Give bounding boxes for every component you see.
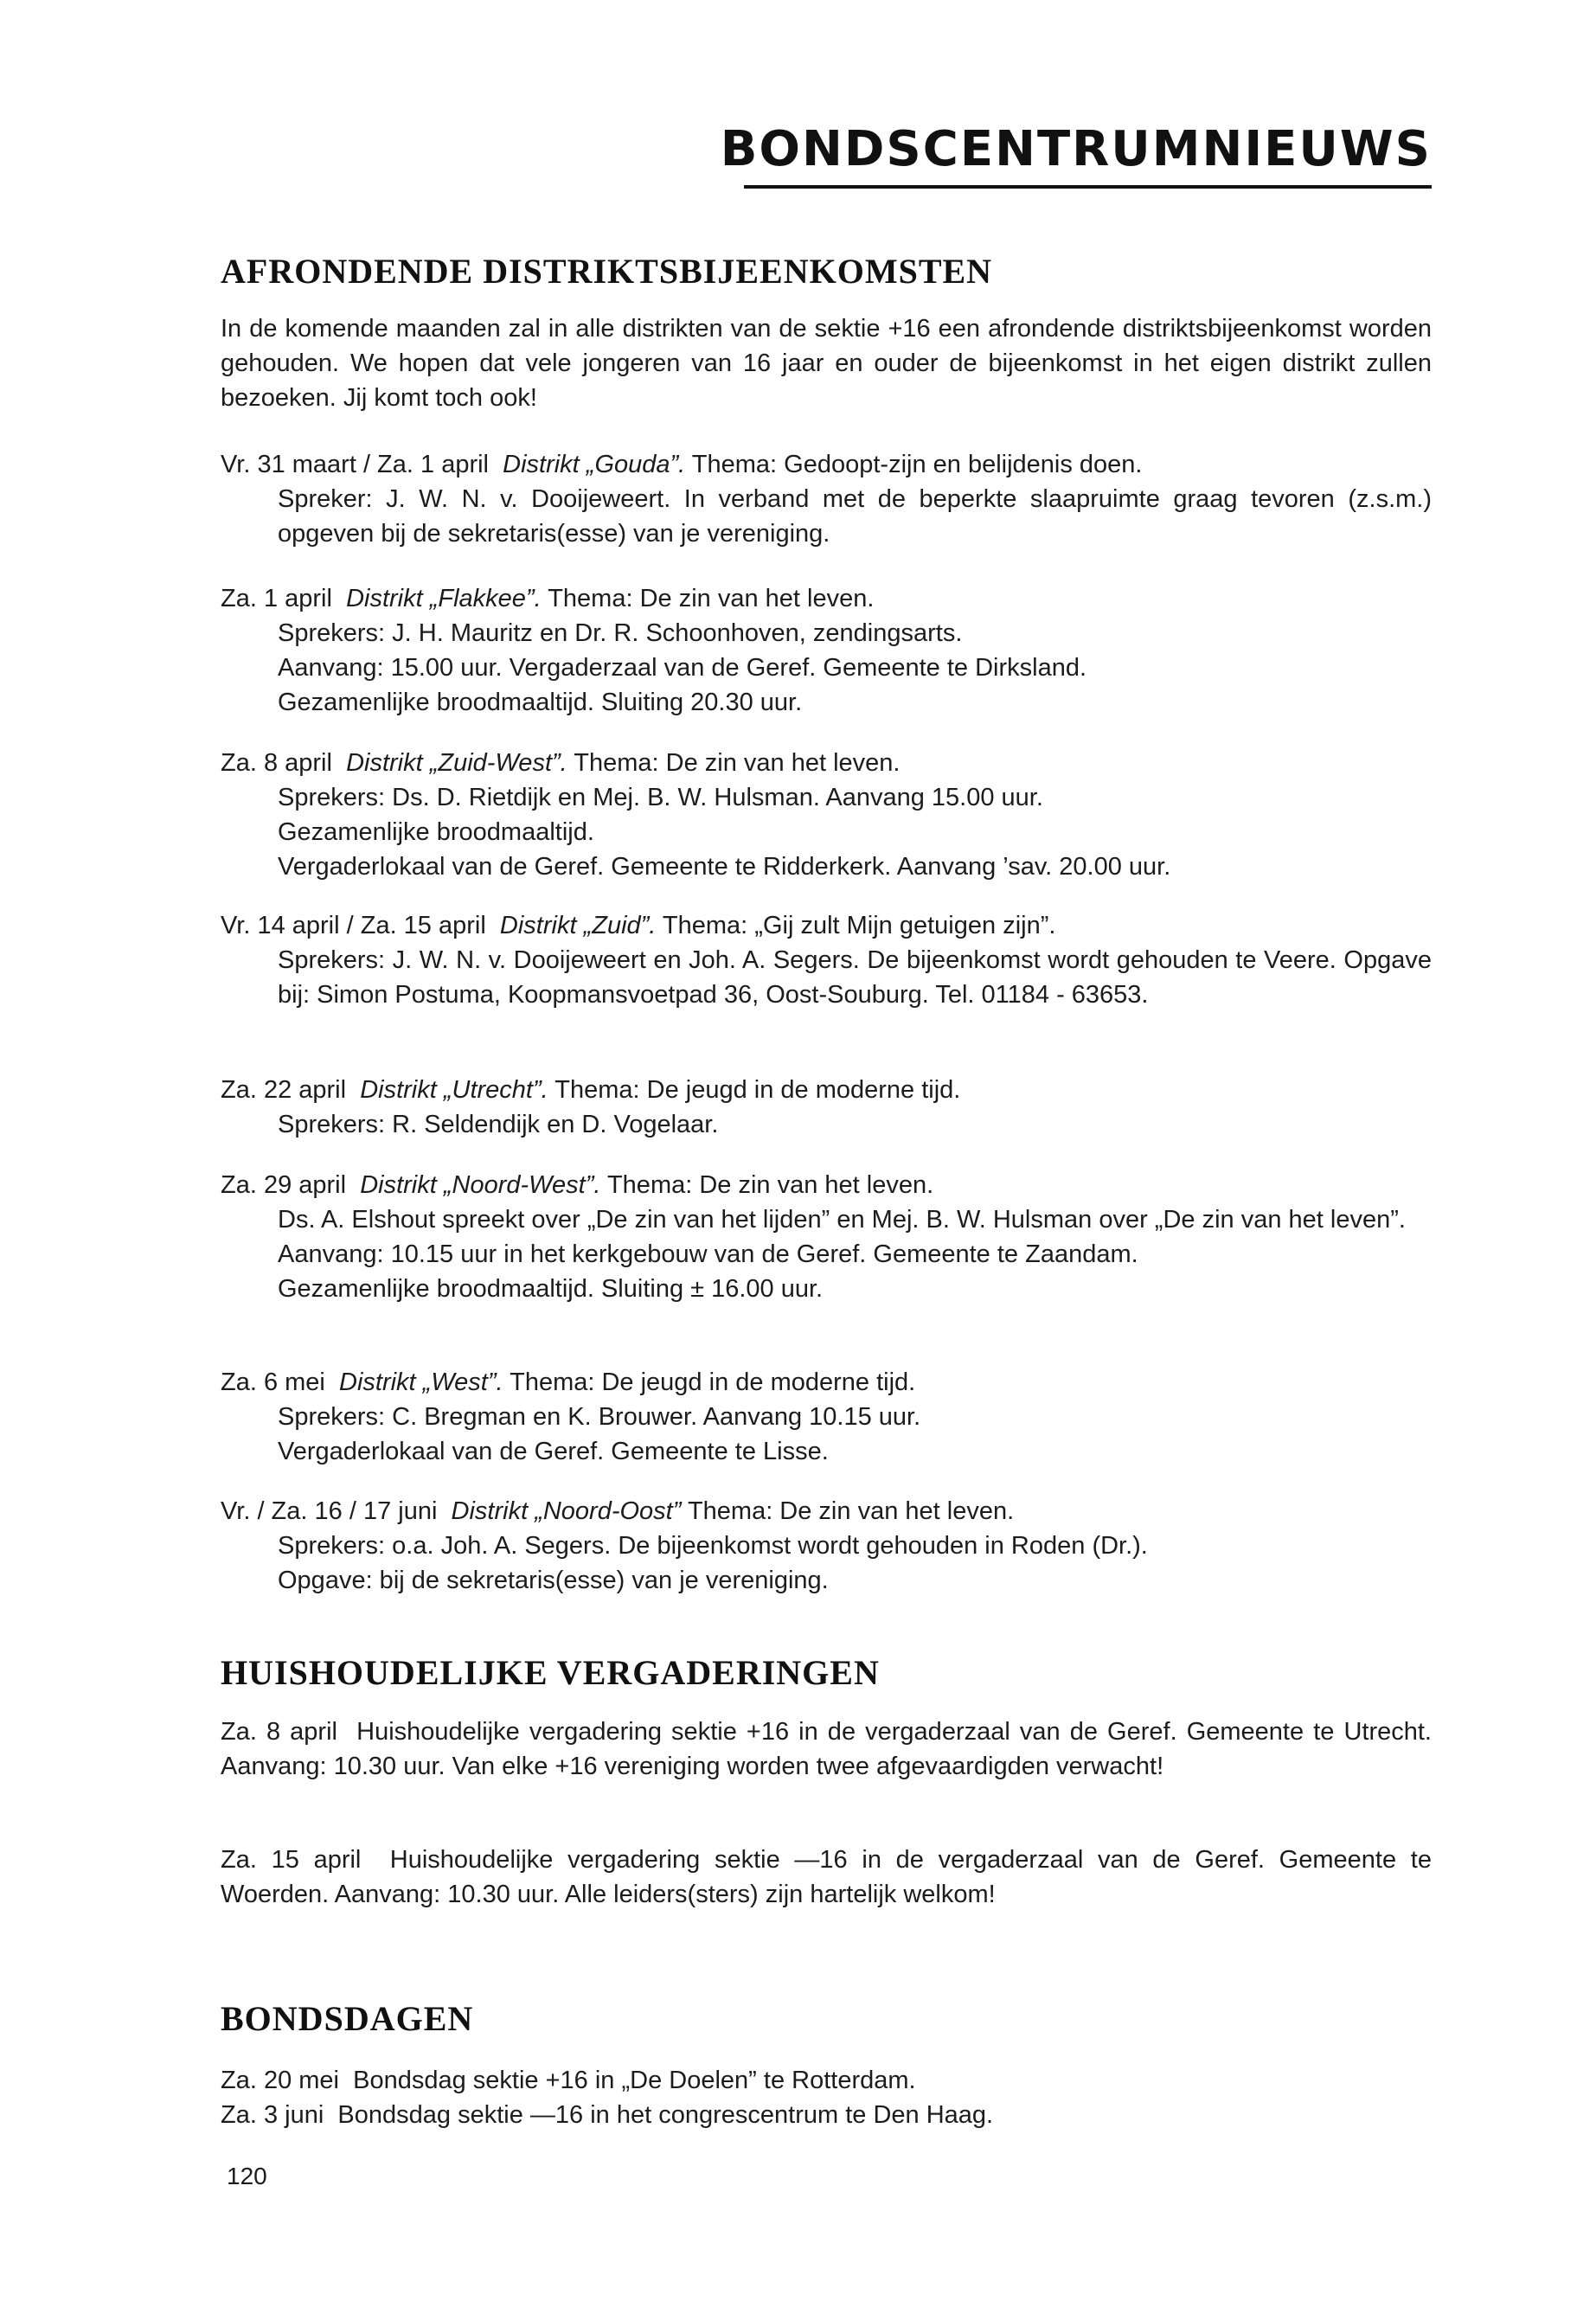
event-district: Distrikt „West”. <box>339 1368 503 1396</box>
event-zuid <box>221 908 1432 1012</box>
event-detail: Gezamenlijke broodmaaltijd. <box>278 818 594 846</box>
event-district: Distrikt „Zuid”. <box>499 912 657 939</box>
event-theme: Thema: De zin van het leven. <box>574 749 901 777</box>
event-detail: Sprekers: C. Bregman en K. Brouwer. Aanvang 10.15 uur. <box>278 1403 921 1431</box>
intro-paragraph: In de komende maanden zal in alle distrikten van de sektie +16 een afrondende distriktsbijeenkomst worden gehouden. We hopen dat vele jongeren van 16 jaar en ouder de bijeenkomst in het eigen distrikt zullen bezoeken. Jij komt toch ook! <box>221 315 1432 412</box>
event-flakkee <box>221 581 1432 720</box>
event-detail: Ds. A. Elshout spreekt over „De zin van het lijden” en Mej. B. W. Hulsman over „De zin van het leven”. <box>278 1206 1406 1234</box>
event-detail: Aanvang: 15.00 uur. Vergaderzaal van de Geref. Gemeente te Dirksland. <box>278 654 1087 682</box>
bondsdag-item <box>221 2063 1432 2132</box>
event-theme: Thema: De zin van het leven. <box>548 585 875 612</box>
bondsdag-date: Za. 3 juni <box>221 2101 324 2129</box>
event-date: Za. 22 april <box>221 1076 347 1104</box>
event-detail: Vergaderlokaal van de Geref. Gemeente te Lisse. <box>278 1438 829 1465</box>
event-gouda <box>221 447 1432 551</box>
event-detail: Aanvang: 10.15 uur in het kerkgebouw van de Geref. Gemeente te Zaandam. <box>278 1240 1138 1268</box>
meeting-text: Huishoudelijke vergadering sektie +16 in de vergaderzaal van de Geref. Gemeente te Utrecht. Aanvang: 10.30 uur. Van elke +16 vereniging worden twee afgevaardigden verwacht! <box>221 1718 1432 1780</box>
event-detail: Sprekers: R. Seldendijk en D. Vogelaar. <box>278 1111 719 1138</box>
event-detail: Sprekers: J. W. N. v. Dooijeweert en Joh. A. Segers. De bijeenkomst wordt gehouden te Veere. Opgave bij: Simon Postuma, Koopmansvoetpad 36, Oost-Souburg. Tel. 01184 - 63653. <box>278 946 1432 1009</box>
event-detail: Gezamenlijke broodmaaltijd. Sluiting 20.30 uur. <box>278 689 803 716</box>
event-district: Distrikt „Gouda”. <box>503 451 686 478</box>
event-date: Za. 29 april <box>221 1171 347 1199</box>
page-number: 120 <box>227 2163 267 2189</box>
event-theme: Thema: De zin van het leven. <box>606 1171 934 1199</box>
event-detail: Sprekers: o.a. Joh. A. Segers. De bijeenkomst wordt gehouden in Roden (Dr.). <box>278 1532 1148 1560</box>
bondsdag-date: Za. 20 mei <box>221 2067 339 2094</box>
event-date: Za. 8 april <box>221 749 332 777</box>
event-date: Vr. / Za. 16 / 17 juni <box>221 1497 438 1525</box>
event-detail: Spreker: J. W. N. v. Dooijeweert. In verband met de beperkte slaapruimte graag tevoren (z.s.m.) opgeven bij de sekretaris(esse) van je vereniging. <box>278 485 1432 548</box>
event-west <box>221 1365 1432 1469</box>
meeting-item <box>221 1843 1432 1912</box>
event-detail: Vergaderlokaal van de Geref. Gemeente te Ridderkerk. Aanvang ’sav. 20.00 uur. <box>278 853 1171 881</box>
event-theme: Thema: De zin van het leven. <box>687 1497 1015 1525</box>
event-detail: Sprekers: J. H. Mauritz en Dr. R. Schoonhoven, zendingsarts. <box>278 619 963 647</box>
meeting-text: Huishoudelijke vergadering sektie —16 in de vergaderzaal van de Geref. Gemeente te Woerden. Aanvang: 10.30 uur. Alle leiders(sters) zijn hartelijk welkom! <box>221 1846 1432 1908</box>
event-date: Vr. 14 april / Za. 15 april <box>221 912 486 939</box>
header-rule <box>744 185 1432 189</box>
bondsdag-text: Bondsdag sektie —16 in het congrescentrum te Den Haag. <box>337 2101 994 2129</box>
event-district: Distrikt „Noord-Oost” <box>451 1497 682 1525</box>
section-title-huishoudelijk: HUISHOUDELIJKE VERGADERINGEN <box>221 1653 880 1692</box>
event-detail: Sprekers: Ds. D. Rietdijk en Mej. B. W. Hulsman. Aanvang 15.00 uur. <box>278 784 1043 811</box>
page-header-title: BONDSCENTRUMNIEUWS <box>720 121 1432 177</box>
meeting-date: Za. 15 april <box>221 1846 362 1874</box>
event-theme: Thema: De jeugd in de moderne tijd. <box>510 1368 916 1396</box>
event-district: Distrikt „Flakkee”. <box>346 585 542 612</box>
event-district: Distrikt „Noord-West”. <box>360 1171 601 1199</box>
event-utrecht <box>221 1073 1432 1142</box>
meeting-date: Za. 8 april <box>221 1718 337 1746</box>
event-zuid-west <box>221 746 1432 884</box>
event-noord-oost <box>221 1494 1432 1598</box>
event-date: Za. 6 mei <box>221 1368 325 1396</box>
meeting-item <box>221 1715 1432 1784</box>
event-detail: Gezamenlijke broodmaaltijd. Sluiting ± 16.00 uur. <box>278 1275 824 1303</box>
event-theme: Thema: Gedoopt-zijn en belijdenis doen. <box>691 451 1143 478</box>
event-theme: Thema: De jeugd in de moderne tijd. <box>554 1076 961 1104</box>
event-theme: Thema: „Gij zult Mijn getuigen zijn”. <box>662 912 1056 939</box>
section-title-distrikten: AFRONDENDE DISTRIKTSBIJEENKOMSTEN <box>221 252 993 291</box>
event-district: Distrikt „Utrecht”. <box>360 1076 548 1104</box>
event-date: Vr. 31 maart / Za. 1 april <box>221 451 489 478</box>
event-district: Distrikt „Zuid-West”. <box>346 749 567 777</box>
event-noord-west <box>221 1168 1432 1306</box>
bondsdag-text: Bondsdag sektie +16 in „De Doelen” te Rotterdam. <box>353 2067 916 2094</box>
event-date: Za. 1 april <box>221 585 332 612</box>
section-title-bondsdagen: BONDSDAGEN <box>221 1999 474 2038</box>
event-detail: Opgave: bij de sekretaris(esse) van je vereniging. <box>278 1567 829 1594</box>
